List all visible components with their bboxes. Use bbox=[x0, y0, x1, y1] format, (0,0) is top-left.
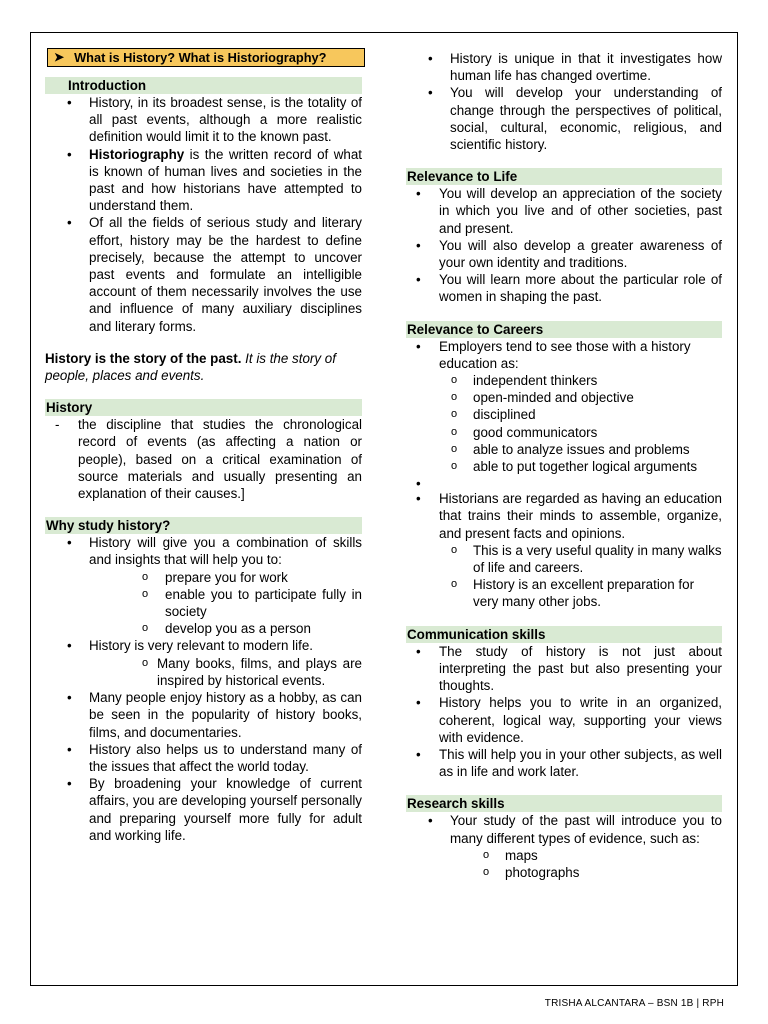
list-item: • By broadening your knowledge of current affairs, you are developing yourself personally and preparing yourself more fully for adult and working life. bbox=[45, 775, 362, 844]
sub-list bbox=[406, 542, 722, 611]
list-item: • History also helps us to understand many of the issues that affect the world today. bbox=[45, 741, 362, 775]
sub-list-item: o Many books, films, and plays are inspired by historical events. bbox=[89, 655, 362, 689]
list-item: • History is unique in that it investigates how human life has changed overtime. bbox=[406, 50, 722, 84]
item-text: Of all the fields of serious study and literary effort, history may be the hardest to define precisely, because the attempt to uncover past events and formulate an intelligible account of them necessarily involves the use and influence of many auxiliary disciplines and literary forms. bbox=[89, 215, 362, 334]
sub-list-item: o This is a very useful quality in many walks of life and careers. bbox=[406, 542, 722, 576]
list-item: • You will develop your understanding of change through the perspectives of political, social, cultural, economic, religious, and scientific history. bbox=[406, 84, 722, 153]
list-item bbox=[45, 214, 362, 334]
research-heading: Research skills bbox=[406, 795, 722, 812]
introduction-heading: Introduction bbox=[45, 77, 362, 94]
sub-list bbox=[89, 655, 362, 689]
item-text: History, in its broadest sense, is the totality of all past events, although a more realistic definition would limit it to the known past. bbox=[89, 95, 362, 145]
story-italic: It is the story of people, places and events. bbox=[45, 350, 336, 384]
history-unique-list bbox=[406, 50, 722, 153]
sub-list-item: o develop you as a person bbox=[89, 620, 362, 637]
list-item: • History helps you to write in an organized, coherent, logical way, supporting your views with evidence. bbox=[406, 694, 722, 746]
left-column bbox=[45, 44, 362, 844]
sub-list-item: o good communicators bbox=[406, 424, 722, 441]
list-item bbox=[45, 146, 362, 215]
why-study-heading: Why study history? bbox=[45, 517, 362, 534]
footer-author: TRISHA ALCANTARA – BSN 1B | RPH bbox=[544, 998, 724, 1009]
list-item bbox=[406, 338, 722, 476]
sub-list-item: o prepare you for work bbox=[89, 569, 362, 586]
item-text: Employers tend to see those with a history education as: bbox=[439, 338, 691, 371]
sub-list-item: o History is an excellent preparation for very many other jobs. bbox=[406, 576, 722, 610]
list-item: • You will learn more about the particular role of women in shaping the past. bbox=[406, 271, 722, 305]
why-study-list bbox=[45, 534, 362, 844]
sub-list-item: o photographs bbox=[438, 864, 722, 881]
sub-list-item: o able to put together logical arguments bbox=[406, 458, 722, 475]
item-lead: Historiography bbox=[89, 146, 185, 162]
item-text: History is very relevant to modern life. bbox=[89, 638, 313, 654]
document-title: What is History? What is Historiography? bbox=[74, 49, 327, 65]
sub-list-item: o enable you to participate fully in society bbox=[89, 586, 362, 620]
introduction-list bbox=[45, 94, 362, 335]
list-item bbox=[406, 490, 722, 610]
sub-list-item: o disciplined bbox=[406, 406, 722, 423]
communication-list bbox=[406, 643, 722, 781]
list-item bbox=[45, 534, 362, 637]
list-spacer bbox=[406, 475, 722, 490]
list-item: • Many people enjoy history as a hobby, as can be seen in the popularity of history books, films, and documentaries. bbox=[45, 689, 362, 741]
arrow-bullet-icon: ➤ bbox=[54, 49, 65, 64]
item-text: History will give you a combination of skills and insights that will help you to: bbox=[89, 535, 362, 568]
sub-list-item: o maps bbox=[438, 847, 722, 864]
sub-list-item: o able to analyze issues and problems bbox=[406, 441, 722, 458]
sub-list-item: o independent thinkers bbox=[406, 372, 722, 389]
item-text: is the written record of what is known of human lives and societies in the past and how historians have attempted to understand them. bbox=[89, 146, 362, 214]
item-text: Your study of the past will introduce you to many different types of evidence, such as: bbox=[450, 813, 722, 846]
relevance-life-list bbox=[406, 185, 722, 305]
research-list bbox=[406, 812, 722, 881]
sub-list bbox=[89, 569, 362, 638]
communication-heading: Communication skills bbox=[406, 626, 722, 643]
sub-list bbox=[406, 372, 722, 475]
story-bold: History is the story of the past. bbox=[45, 350, 242, 366]
list-item: - the discipline that studies the chronological record of events (as affecting a nation or people), based on a critical examination of source materials and usually presenting an explanation of their causes.] bbox=[45, 416, 362, 502]
relevance-careers-list bbox=[406, 338, 722, 611]
list-item bbox=[45, 637, 362, 689]
list-item bbox=[406, 812, 722, 881]
sub-list-item: o open-minded and objective bbox=[406, 389, 722, 406]
list-item bbox=[45, 94, 362, 146]
sub-list bbox=[438, 847, 722, 881]
right-column bbox=[406, 44, 722, 881]
item-text: Historians are regarded as having an education that trains their minds to assemble, organize, and present facts and opinions. bbox=[439, 491, 722, 541]
list-item: • The study of history is not just about interpreting the past but also presenting your thoughts. bbox=[406, 643, 722, 695]
title-box bbox=[47, 48, 365, 67]
story-statement bbox=[45, 350, 362, 384]
list-item: • You will develop an appreciation of the society in which you live and of other societies, past and present. bbox=[406, 185, 722, 237]
list-item: • You will also develop a greater awareness of your own identity and traditions. bbox=[406, 237, 722, 271]
relevance-careers-heading: Relevance to Careers bbox=[406, 321, 722, 338]
relevance-life-heading: Relevance to Life bbox=[406, 168, 722, 185]
list-item: • This will help you in your other subjects, as well as in life and work later. bbox=[406, 746, 722, 780]
history-heading: History bbox=[45, 399, 362, 416]
history-definition-list bbox=[45, 416, 362, 502]
